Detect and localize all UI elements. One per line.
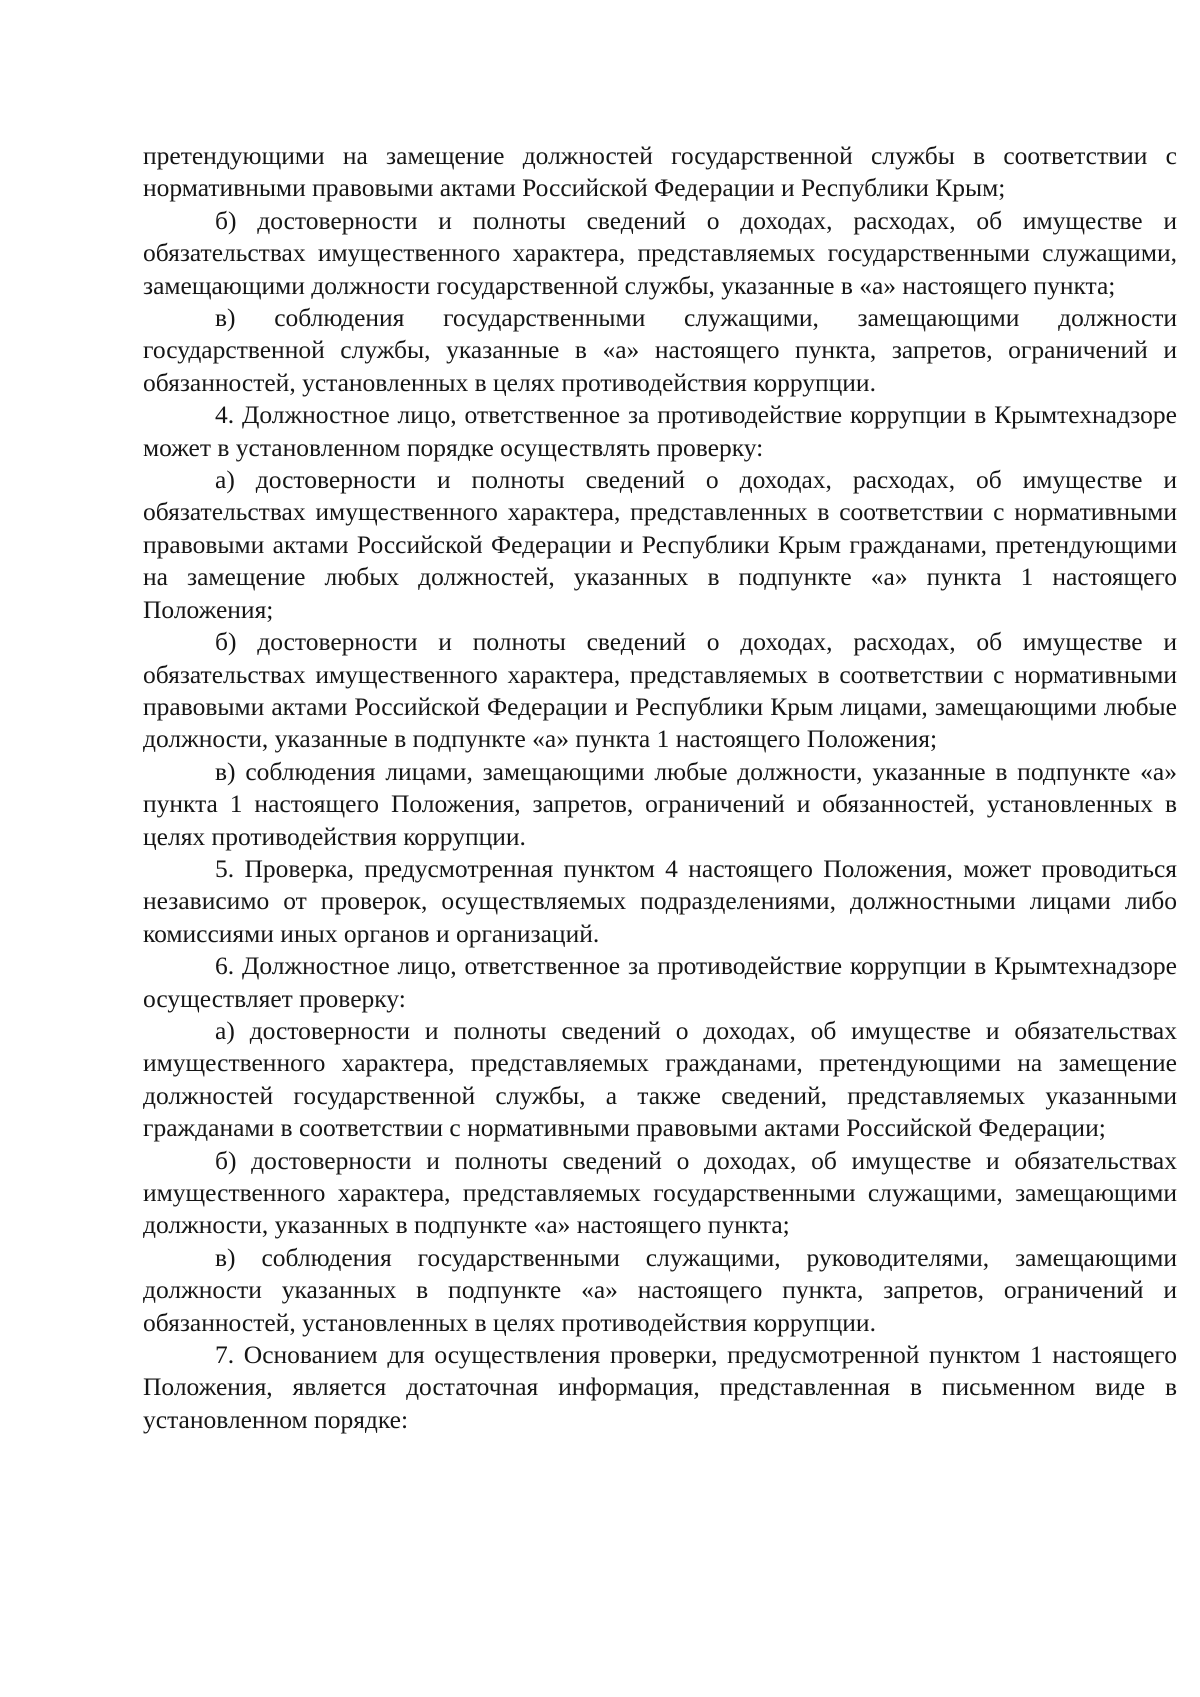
paragraph-continuation: претендующими на замещение должностей государственной службы в соответствии с нормативными правовыми актами Российской Федерации и Республики Крым;: [143, 141, 1177, 203]
paragraph-5: 5. Проверка, предусмотренная пунктом 4 настоящего Положения, может проводиться независимо от проверок, осуществляемых подразделениями, должностными лицами либо комиссиями иных органов и организаций.: [143, 853, 1177, 948]
paragraph-4b: б) достоверности и полноты сведений о доходах, расходах, об имуществе и обязательствах имущественного характера, представляемых в соответствии с нормативными правовыми актами Российской Федерации и Республики Крым лицами, замещающими любые должности, указанные в подпункте «а» пункта 1 настоящего Положения;: [143, 627, 1177, 754]
paragraph-6v: в) соблюдения государственными служащими, руководителями, замещающими должности указанных в подпункте «а» настоящего пункта, запретов, ограничений и обязанностей, установленных в целях противодействия коррупции.: [143, 1242, 1177, 1337]
paragraph-6a: а) достоверности и полноты сведений о доходах, об имуществе и обязательствах имущественного характера, представляемых гражданами, претендующими на замещение должностей государственной службы, а также сведений, представляемых указанными гражданами в соответствии с нормативными правовыми актами Российской Федерации;: [143, 1015, 1177, 1143]
paragraph-6: 6. Должностное лицо, ответственное за противодействие коррупции в Крымтехнадзоре осуществляет проверку:: [143, 951, 1177, 1013]
document-page: [143, 140, 1177, 1436]
paragraph-3v: в) соблюдения государственными служащими, замещающими должности государственной службы, указанные в «а» настоящего пункта, запретов, ограничений и обязанностей, установленных в целях противодействия коррупции.: [143, 303, 1177, 397]
paragraph-6b: б) достоверности и полноты сведений о доходах, об имуществе и обязательствах имущественного характера, представляемых государственными служащими, замещающими должности, указанных в подпункте «а» настоящего пункта;: [143, 1145, 1177, 1240]
paragraph-3b: б) достоверности и полноты сведений о доходах, расходах, об имуществе и обязательствах имущественного характера, представляемых государственными служащими, замещающими должности государственной службы, указанные в «а» настоящего пункта;: [143, 205, 1177, 300]
paragraph-4v: в) соблюдения лицами, замещающими любые должности, указанные в подпункте «а» пункта 1 настоящего Положения, запретов, ограничений и обязанностей, установленных в целях противодействия коррупции.: [143, 756, 1177, 851]
paragraph-7: 7. Основанием для осуществления проверки, предусмотренной пунктом 1 настоящего Положения, является достаточная информация, представленная в письменном виде в установленном порядке:: [143, 1340, 1177, 1434]
paragraph-4: 4. Должностное лицо, ответственное за противодействие коррупции в Крымтехнадзоре может в установленном порядке осуществлять проверку:: [143, 400, 1177, 462]
paragraph-4a: а) достоверности и полноты сведений о доходах, расходах, об имуществе и обязательствах имущественного характера, представленных в соответствии с нормативными правовыми актами Российской Федерации и Республики Крым гражданами, претендующими на замещение любых должностей, указанных в подпункте «а» пункта 1 настоящего Положения;: [143, 465, 1177, 624]
